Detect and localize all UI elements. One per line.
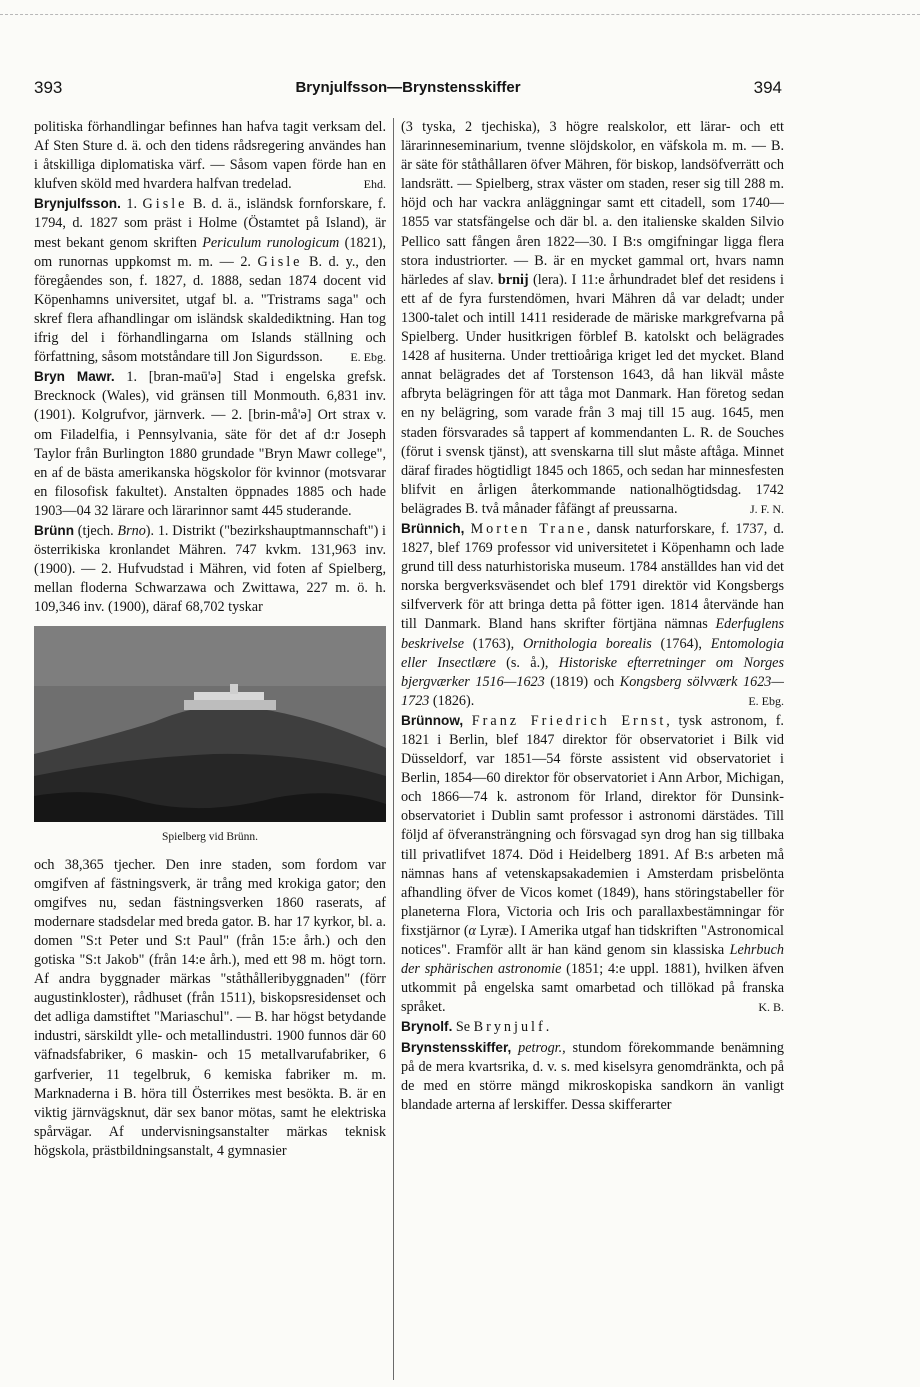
work-title: Ederfuglens beskrivelse [401,616,784,652]
spaced-name: Gisle [257,253,303,270]
headword: Brynstensskiffer, [401,1039,512,1055]
work-title: Ornithologia borealis [522,635,652,652]
entry-text: (3 tyska, 2 tjechiska), 3 högre realskolor, ett lärar- och ett lärarinneseminarium, tvenne slöjdskolor, en väfskola m. m. — B. är säte för ståthållaren öfver Mähren, för biskop, landsöfverrätt och landsrätt. — Spielberg, strax väster om staden, reser sig till 288 m. höjd och har vackra anläggningar samt ett citadell, som 1740—1855 var statsfängelse och där bl. a. den italienske skalden Silvio Pellico satt fången åren 1822—30. I B:s omgifningar ligga flera stora industriorter. — B. är en mycket gammal ort, hvars namn härledes af slav. [401,119,784,288]
entry-text: (1764), [651,635,711,652]
entry-text: (1819) och [544,673,620,690]
entry-text: , dansk naturforskare, f. 1737, d. 1827, blef 1769 professor vid universitetet i Köpenhamn och lade grund till dess naturhistoriska museum. 1784 anställdes han vid det norska bergverksväsendet och blef 1791 direktör vid Kongsbergs silfververk för att bringa detta på fötter igen. 1814 återvände han till Danmark. Bland hans skrifter förtjäna nämnas [401,520,784,633]
author-signature: E. Ebg. [748,693,784,708]
entry-brunn [34,521,386,617]
entry-text: (1826). [429,692,475,709]
entry-text: , tysk astronom, f. 1821 i Berlin, blef 1847 direktor för observatoriet i Bilk vid Düsseldorf, var 1851—54 förste assistent vid observatoriet i Berlin, 1854—60 direktor för observatoriet i Ann Arbor, Michigan, och 1866—74 k. astronom för Irland, direktor för Dunsink-observatoriet i Dublin samt professor i astronomi därstädes. Till följd af öfveransträngning och försvagad syn drog han sig tillbaka till privatlifvet 1874. Död i Heidelberg 1891. Af B:s arbeten må nämnas hans af vetenskapsakademien i Amsterdam prisbelönta afhandling öfver de Vicos komet (1849), hans störingstabeller för planeterna Flora, Victoria och Iris och parallaxbestämningar för fixstjärnor ( [401,712,784,939]
entry-text: (1763), [464,635,523,652]
entry-brynolf [401,1017,784,1037]
alt-name: Brno [117,522,146,539]
entry-brunn-continued-right [401,118,784,519]
greek-letter: α [468,922,476,939]
cross-reference: Brynjulf [473,1019,546,1036]
work-title: Kongsberg sölvværk 1623—1723 [401,673,784,709]
work-title: Historiske efterretninger om Norges bjergværker 1516—1623 [401,654,784,690]
entry-text: (tjech. [74,522,118,539]
entry-text: Lyræ). I Amerika utgaf han tidskriften "Astronomical notices". Framför allt är han känd genom sin klassiska [401,922,784,959]
entry-text: ). 1. Distrikt ("bezirkshauptmannschaft") i österrikiska kronlandet Mähren. 747 kvkm. 131,963 inv. (1900). — 2. Hufvudstad i Mähren, vid foten af Spielberg, mellan floderna Schwarzawa och Zwittawa, 227 m. ö. h. 109,346 inv. (1900), däraf 68,702 tyskar [34,522,386,616]
entry-continuation [34,118,386,194]
top-scan-rule [0,14,920,15]
entry-text: . [545,1019,550,1036]
left-column [34,118,386,1380]
entry-brynstensskiffer [401,1038,784,1115]
entry-brynjulfsson [34,194,386,367]
headword: Brynolf. [401,1019,453,1035]
spaced-name: Morten Trane [470,520,587,537]
field-abbreviation: petrogr. [518,1039,563,1056]
photo-spielberg [34,626,386,822]
etymology-word: brnij [497,271,529,288]
figure-caption: Spielberg vid Brünn. [162,831,258,844]
entry-text: politiska förhandlingar befinnes han hafva tagit verksam del. Af Sten Sture d. ä. och den tidens rådsregering användes han i åtskilliga diplomatiska värf. — Såsom vapen förde han en klufven sköld med hvardera halfvan tredelad. [34,119,386,193]
entry-bryn-mawr [34,367,386,521]
author-signature: E. Ebg. [350,350,386,365]
headword: Brünnich, [401,520,465,536]
entry-text: 1. [120,196,143,213]
page-number-right: 394 [753,78,782,97]
headword: Bryn Mawr. [34,369,115,385]
headword: Brünn [34,522,75,538]
spaced-name: Gisle [142,196,188,213]
entry-text: (s. å.), [495,654,559,671]
author-signature: J. F. N. [749,501,784,516]
entry-text: (1821), om runornas uppkomst m. m. — 2. [34,234,386,270]
entry-text: (1851; 4:e uppl. 1881), hvilken äfven utkommit på engelska samt omarbetad och tillökad på franska språket. [401,961,784,1016]
photo-illustration [34,626,386,822]
entry-text: (lera). I 11:e århundradet blef det residens i ett af de fyra furstendömen, hvari Mähren då var deladt; under 1300-talet och intill 1411 residerade de märiske markgrefvarna på Spielberg. Under husitkrigen förblef B. katolskt och belägrades 1428 af husiterna. Under trettioåriga kriget led det mycket. Bland annat belägrades det af Torstenson 1643, då han likväl måste afbryta belägringen för att tåga mot Danmark. Han företog sedan en ny belägring, som varade från 3 maj till 15 aug. 1645, men staden försvarades så tappert af kommendanten L. R. de Souches (förut i svensk tjänst), att svenskarna till slut måste aftåga. Minnet däraf firades högtidligt 1845 och 1865, och sedan har minnesfesten blifvit en årligen återkommande nationalhögtidsdag. 1742 belägrades B. två månader fåfängt af preussarna. [401,271,784,517]
entry-brunn-continued [34,856,386,1162]
work-title: Periculum runologicum [202,234,340,251]
entry-text: Se [452,1019,474,1036]
right-column [401,118,784,1380]
entry-text: B. d. ä., isländsk fornforskare, f. 1794, d. 1827 som präst i Holme (Östamtet på Island), är mest bekant genom skriften [34,196,386,251]
column-divider [393,118,394,1380]
author-signature: Ehd. [363,177,386,192]
running-title: Brynjulfsson—Brynstensskiffer [295,79,521,96]
entry-text: , stundom förekommande benämning på de mera kvartsrika, d. v. s. med kiselsyra genomdränkta, och på de med en större mängd mikroskopiska sandkorn än vanligt blandade arterna af lerskiffer. Dessa skifferarter [401,1039,784,1113]
entry-brunnow [401,711,784,1018]
headword: Brünnow, [401,712,464,728]
entry-text: 1. [bran-maū'ə] Stad i engelska grefsk. Brecknock (Wales), vid gränsen till Monmouth. 6,831 inv. (1901). Kolgrufvor, järnverk. — 2. [brin-må'ə] Ort strax v. om Filadelfia, i Pennsylvania, säte för det af d:r Joseph Taylor från Burlington 1880 grundade "Bryn Mawr college", en af de bästa amerikanska högskolor för kvinnor (motsvarar en filosofisk fakultet). Anstalten öppnades 1885 och hade 1903—04 32 lärare och lärarinnor samt 445 studerande. [34,369,386,519]
author-signature: K. B. [758,1000,784,1015]
spaced-name: Franz Friedrich Ernst [471,712,667,729]
entry-text: B. d. y., den föregåendes son, f. 1827, d. 1888, sedan 1874 docent vid Köpenhamns universitet, utgaf bl. a. "Tristrams saga" och skref flera afhandlingar om isländsk skaldediktning. Han tog ifrig del i förhandlingarna om Islands ställning och författning, såsom motståndare till Jon Sigurdsson. [34,253,386,366]
page-number-left: 393 [34,78,63,97]
entry-text: och 38,365 tjecher. Den inre staden, som fordom var omgifven af fästningsverk, är trång med krokiga gator; den omgifves nu, sedan fästningsverken 1860 raserats, af modernare stadsdelar med breda gator. B. har 17 kyrkor, bl. a. domen "S:t Peter und S:t Paul" (från 15:e årh.) och den gotiska "S:t Jakob" (från 14:e årh.), med ett 98 m. högt torn. Af andra byggnader märkas "ståthålleribyggnaden" (förr augustinkloster), rådhuset (från 1511), biskopsresidenset och det adliga damstiftet "Mariaschul". — B. har högst betydande industri, särskildt ylle- och metallindustri. 1900 funnos där 60 väfnadsfabriker, 6 maskin- och 15 metallvarufabriker, 6 garfverier, 11 tegelbruk, 6 kemiska fabriker m. m. Marknaderna i B. höra till Österrikes mest besökta. B. är en viktig järnvägsknut, där sex banor mötas, samt he elektriska spårvägar. Af undervisningsanstalter märkas teknisk högskola, prästbildningsanstalt, 4 gymnasier [34,856,386,1159]
figure-spielberg [34,626,386,847]
entry-brunnich [401,519,784,711]
headword: Brynjulfsson. [34,196,121,212]
page-header [34,78,782,102]
work-title: Entomologia eller Insectlære [401,635,784,671]
work-title: Lehrbuch der sphärischen astronomie [401,942,784,978]
